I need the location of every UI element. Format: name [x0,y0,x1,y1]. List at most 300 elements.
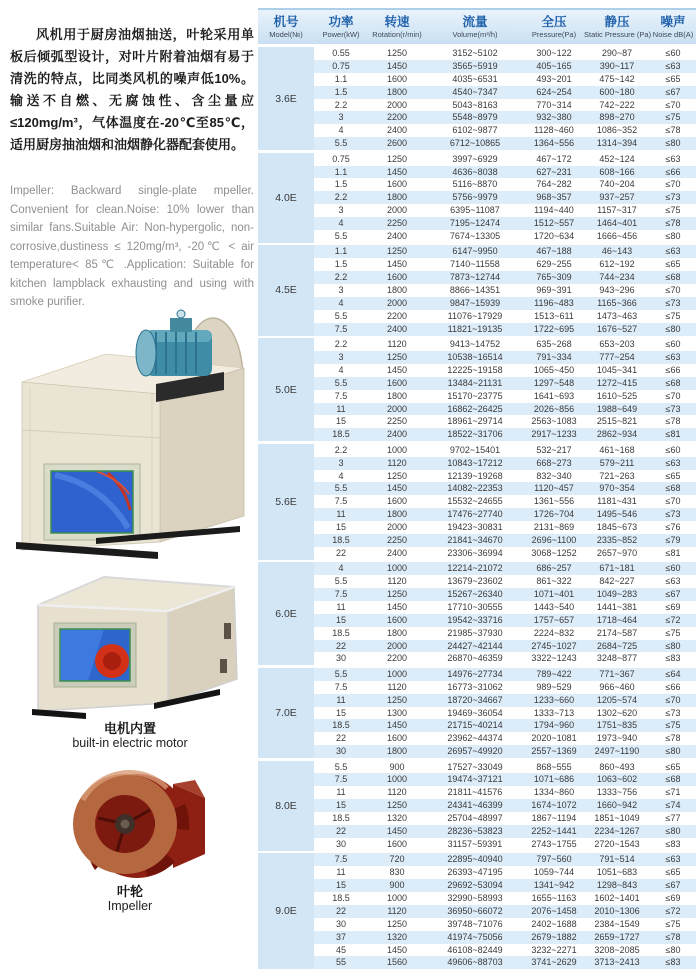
noise-cell: ≤65 [665,259,681,270]
static-pressure-cell: 608~166 [599,166,635,177]
pressure-cell: 832~340 [536,470,572,481]
static-pressure-cell: 1181~431 [597,496,637,507]
noise-cell: ≤70 [665,496,681,507]
pressure-cell: 1333~713 [533,707,575,718]
static-pressure-cell: 653~203 [599,339,635,350]
power-cell: 5.5 [334,230,348,241]
spec-row [314,166,696,179]
static-pressure-cell: 1660~942 [596,800,638,811]
pressure-cell: 2402~1688 [531,918,577,929]
noise-cell: ≤63 [665,854,681,865]
static-pressure-cell: 1666~456 [596,230,638,241]
rotation-cell: 1120 [387,576,407,587]
power-cell: 3 [338,112,344,123]
static-pressure-cell: 671~181 [599,563,635,574]
static-pressure-cell: 1333~756 [596,787,638,798]
noise-cell: ≤60 [665,339,681,350]
spec-row [314,415,696,428]
rotation-cell: 1450 [386,166,408,177]
rotation-cell: 1800 [386,285,408,296]
power-cell: 2.2 [334,99,348,110]
impeller-wheel [73,773,205,878]
static-pressure-cell: 1165~366 [597,297,637,308]
column-header-zh: 全压 [541,15,567,29]
spec-row [314,601,696,614]
static-pressure-cell: 1086~352 [596,125,638,136]
noise-cell: ≤83 [665,653,681,664]
volume-cell: 17527~33049 [447,761,503,772]
volume-cell: 15532~24655 [447,496,503,507]
static-pressure-cell: 1157~317 [597,205,637,216]
description-chinese: 风机用于厨房油烟抽送，叶轮采用单板后倾弧型设计，对叶片附着油烟有易于清洗的特点，比同类风机的噪声低10%。输送不自燃、无腐蚀性、含尘量应≤120mg/m³，气体温度在-20℃至85℃，适用厨房抽油烟和油烟静化器配套使用。 [10,27,254,152]
noise-cell: ≤75 [665,310,681,321]
volume-cell: 24427~42144 [447,640,503,651]
volume-cell: 19423~30831 [447,522,503,533]
volume-cell: 49606~88703 [447,957,503,968]
spec-row [314,73,696,86]
pressure-cell: 1674~1072 [531,800,577,811]
volume-cell: 21715~40214 [447,720,503,731]
spec-row [314,652,696,665]
static-pressure-cell: 791~514 [599,854,635,865]
pressure-cell: 2563~1083 [531,416,577,427]
static-pressure-cell: 1298~843 [596,880,638,891]
volume-cell: 10843~17212 [447,457,503,468]
model-group-rows [314,47,696,150]
power-cell: 22 [335,905,346,916]
static-pressure-cell: 1718~464 [596,614,638,625]
noise-cell: ≤73 [665,403,681,414]
pressure-cell: 2743~1755 [531,838,577,849]
power-cell: 30 [335,746,346,757]
spec-row [314,310,696,323]
rotation-cell: 2000 [386,99,408,110]
volume-cell: 15267~26340 [447,589,503,600]
rotation-cell: 1000 [386,893,408,903]
power-cell: 1.1 [334,73,348,84]
power-cell: 0.55 [332,48,350,58]
power-cell: 2.2 [334,339,348,350]
spec-row [314,838,696,851]
pressure-cell: 968~357 [536,192,572,203]
noise-cell: ≤81 [665,547,681,558]
static-pressure-cell: 3208~2085 [594,944,640,955]
volume-cell: 17710~30555 [447,601,503,612]
static-pressure-cell: 1205~574 [596,694,638,705]
rotation-cell: 1000 [386,444,408,455]
model-group-4.0E [258,153,696,243]
power-cell: 45 [335,944,346,955]
power-cell: 4 [338,563,344,574]
noise-cell: ≤69 [665,893,681,903]
rotation-cell: 1120 [387,339,407,350]
column-header-rotation [368,15,426,40]
volume-cell: 14082~22353 [447,483,503,494]
column-header-en: Volume(m³/h) [452,30,498,39]
spec-row [314,377,696,390]
description-english: Impeller: Backward single-plate mpeller. Convenient for clean.Noise: 10% lower than similar fans.Suitable Air: Non-hypergolic, non-corrosive,dustiness ≤ 120mg/m³, -20℃ < air temperature< 85℃ .Application: Suitable for kitchen lampblack exhausting and using with smoke purifier. [10,185,254,308]
rotation-cell: 1450 [386,720,408,731]
rotation-cell: 2000 [386,522,408,533]
column-header-en: Rotation(r/min) [372,30,422,39]
noise-cell: ≤66 [665,681,681,692]
static-pressure-cell: 742~222 [599,99,635,110]
noise-cell: ≤72 [665,905,681,916]
volume-cell: 23962~44374 [447,733,503,744]
power-cell: 5.5 [334,483,348,494]
volume-cell: 22895~40940 [447,854,503,865]
noise-cell: ≤60 [665,48,681,58]
pressure-cell: 1720~634 [533,230,575,241]
rotation-cell: 2200 [386,653,408,664]
model-label: 7.0E [258,668,314,758]
spec-row [314,482,696,495]
rotation-cell: 1320 [386,813,408,824]
static-pressure-cell: 740~204 [599,179,635,190]
static-pressure-cell: 1464~401 [596,218,638,229]
noise-cell: ≤66 [665,166,681,177]
pressure-cell: 1071~686 [533,774,575,785]
power-cell: 7.5 [334,589,348,600]
static-pressure-cell: 1063~602 [596,774,638,785]
power-cell: 18.5 [332,534,350,545]
rotation-cell: 2000 [386,403,408,414]
pressure-cell: 1794~960 [533,720,575,731]
rotation-cell: 1250 [386,800,408,811]
spec-row [314,956,696,969]
spec-row [314,931,696,944]
pressure-cell: 2696~1100 [531,534,577,545]
pressure-cell: 932~380 [536,112,572,123]
column-header-volume [426,15,524,40]
pressure-cell: 3322~1243 [531,653,577,664]
pressure-cell: 868~555 [536,761,572,772]
power-cell: 55 [335,957,346,968]
volume-cell: 19474~37121 [447,774,503,785]
static-pressure-cell: 744~234 [599,272,635,283]
pressure-cell: 635~268 [536,339,572,350]
noise-cell: ≤78 [665,733,681,744]
power-cell: 18.5 [332,720,350,731]
column-header-en: Static Pressure (Pa) [584,30,652,39]
static-pressure-cell: 3248~877 [596,653,638,664]
static-pressure-cell: 1851~1049 [594,813,640,824]
pressure-cell: 1341~942 [533,880,575,891]
caption-impeller-en: Impeller [107,899,153,913]
inspection-window [44,464,140,540]
spec-row [314,390,696,403]
impeller-photo [55,770,215,882]
model-group-8.0E [258,761,696,851]
pressure-cell: 1297~548 [533,377,575,388]
model-label: 3.6E [258,47,314,150]
pressure-cell: 686~257 [536,563,572,574]
pressure-cell: 797~560 [536,854,572,865]
pressure-cell: 668~273 [536,457,572,468]
volume-cell: 31157~59391 [447,838,503,849]
noise-cell: ≤78 [665,218,681,229]
rotation-cell: 1250 [386,351,408,362]
spec-row [314,825,696,838]
column-header-en: Model(№) [269,30,303,39]
spec-row [314,284,696,297]
volume-cell: 8866~14351 [449,285,501,296]
spec-row [314,297,696,310]
spec-row [314,812,696,825]
model-group-rows [314,668,696,758]
column-header-static-pressure [584,15,650,40]
pressure-cell: 2917~1233 [531,429,577,440]
pressure-cell: 493~201 [536,73,572,84]
power-cell: 3 [338,457,344,468]
pressure-cell: 627~231 [536,166,572,177]
rotation-cell: 2200 [386,112,408,123]
power-cell: 15 [335,614,346,625]
power-cell: 15 [335,522,346,533]
spec-row [314,351,696,364]
power-cell: 11 [336,403,346,414]
model-group-rows [314,853,696,969]
static-pressure-cell: 2659~1727 [594,931,640,942]
spec-row [314,575,696,588]
column-header-pressure [524,15,584,40]
noise-cell: ≤80 [665,230,681,241]
volume-cell: 12139~19268 [447,470,503,481]
spec-row [314,457,696,470]
pressure-cell: 2224~832 [533,627,575,638]
pressure-cell: 2026~856 [533,403,575,414]
spec-row [314,640,696,653]
volume-cell: 9413~14752 [449,339,501,350]
power-cell: 18.5 [332,429,350,440]
pressure-cell: 765~309 [536,272,572,283]
spec-row [314,719,696,732]
column-header-en: Noise dB(A) [652,30,694,39]
model-group-rows [314,338,696,441]
static-pressure-cell: 600~180 [599,86,635,97]
static-pressure-cell: 2684~725 [596,640,638,651]
power-cell: 37 [335,931,346,942]
noise-cell: ≤63 [665,457,681,468]
fan-unit-photo [8,280,256,562]
spec-row [314,681,696,694]
power-cell: 4 [338,297,344,308]
rotation-cell: 1560 [386,957,408,968]
volume-cell: 9702~15401 [449,444,501,455]
static-pressure-cell: 2010~1306 [594,905,640,916]
pressure-cell: 3232~2271 [531,944,577,955]
rotation-cell: 1320 [386,931,408,942]
noise-cell: ≤78 [665,125,681,136]
power-cell: 1.5 [334,259,348,270]
noise-cell: ≤72 [665,614,681,625]
noise-cell: ≤60 [665,563,681,574]
volume-cell: 13484~21131 [447,377,503,388]
noise-cell: ≤79 [665,534,681,545]
noise-cell: ≤70 [665,390,681,401]
pressure-cell: 467~188 [536,246,572,257]
spec-row [314,323,696,336]
noise-cell: ≤70 [665,99,681,110]
power-cell: 7.5 [334,681,348,692]
spec-row [314,866,696,879]
noise-cell: ≤73 [665,707,681,718]
power-cell: 22 [335,547,346,558]
power-cell: 11 [336,867,346,878]
static-pressure-cell: 2862~934 [596,429,638,440]
pressure-cell: 1065~450 [533,364,575,375]
power-cell: 22 [335,733,346,744]
spec-row [314,521,696,534]
noise-cell: ≤75 [665,205,681,216]
rotation-cell: 1600 [386,614,408,625]
noise-cell: ≤83 [665,838,681,849]
noise-cell: ≤66 [665,364,681,375]
noise-cell: ≤68 [665,272,681,283]
power-cell: 18.5 [332,627,350,638]
rotation-cell: 1800 [386,627,408,638]
table-header [258,8,696,44]
volume-cell: 3565~5919 [452,60,498,71]
noise-cell: ≤78 [665,416,681,427]
volume-cell: 26870~46359 [447,653,503,664]
pressure-cell: 989~529 [536,681,572,692]
rotation-cell: 1450 [386,364,408,375]
column-header-zh: 转速 [384,15,410,29]
rotation-cell: 1450 [386,483,408,494]
noise-cell: ≤63 [665,60,681,71]
noise-cell: ≤80 [665,944,681,955]
volume-cell: 6395~11087 [450,205,500,216]
spec-row [314,562,696,575]
power-cell: 2.2 [334,192,348,203]
column-header-model [258,15,314,40]
noise-cell: ≤80 [665,323,681,334]
volume-cell: 21811~41576 [447,787,503,798]
volume-cell: 11821~19135 [447,323,503,334]
rotation-cell: 1120 [387,457,407,468]
power-cell: 15 [335,800,346,811]
column-header-zh: 功率 [328,15,354,29]
static-pressure-cell: 1973~940 [596,733,638,744]
power-cell: 5.5 [334,377,348,388]
rotation-cell: 2400 [386,429,408,440]
static-pressure-cell: 970~354 [599,483,635,494]
rotation-cell: 2000 [386,640,408,651]
volume-cell: 7674~13305 [449,230,501,241]
volume-cell: 9847~15939 [449,297,501,308]
static-pressure-cell: 1314~394 [596,138,638,149]
volume-cell: 36950~66072 [447,905,503,916]
noise-cell: ≤80 [665,746,681,757]
rotation-cell: 1000 [386,668,408,679]
noise-cell: ≤76 [665,522,681,533]
model-group-rows [314,245,696,335]
caption-impeller [0,884,260,914]
noise-cell: ≤83 [665,957,681,968]
volume-cell: 5756~9979 [452,192,498,203]
rotation-cell: 2400 [386,125,408,136]
model-label: 4.0E [258,153,314,243]
pressure-cell: 629~255 [536,259,572,270]
power-cell: 15 [335,880,346,891]
volume-cell: 26393~47195 [447,867,503,878]
rotation-cell: 1120 [387,905,407,916]
power-cell: 0.75 [332,60,350,71]
static-pressure-cell: 1473~463 [596,310,638,321]
volume-cell: 6712~10865 [449,138,501,149]
power-cell: 18.5 [332,813,350,824]
rotation-cell: 1120 [387,787,407,798]
power-cell: 5.5 [334,138,348,149]
rotation-cell: 2400 [386,323,408,334]
spec-row [314,428,696,441]
noise-cell: ≤63 [665,153,681,164]
rotation-cell: 1250 [386,48,408,58]
volume-cell: 18961~29714 [447,416,503,427]
rotation-cell: 1600 [386,272,408,283]
power-cell: 18.5 [332,893,350,903]
static-pressure-cell: 842~227 [599,576,635,587]
static-pressure-cell: 1751~835 [596,720,638,731]
power-cell: 22 [335,826,346,837]
volume-cell: 26957~49920 [447,746,503,757]
spec-row [314,338,696,351]
spec-row [314,892,696,905]
static-pressure-cell: 2720~1543 [594,838,640,849]
static-pressure-cell: 721~263 [599,470,635,481]
power-cell: 4 [338,470,344,481]
spec-row [314,853,696,866]
caption-motor-zh: 电机内置 [103,721,156,736]
noise-cell: ≤73 [665,192,681,203]
noise-cell: ≤63 [665,246,681,257]
model-label: 6.0E [258,562,314,665]
volume-cell: 21841~34670 [447,534,503,545]
power-cell: 5.5 [334,310,348,321]
static-pressure-cell: 2384~1549 [594,918,640,929]
rotation-cell: 1450 [386,601,408,612]
volume-cell: 25704~48997 [447,813,503,824]
rotation-cell: 1600 [386,73,408,84]
spec-row [314,495,696,508]
power-cell: 3 [338,351,344,362]
spec-row [314,745,696,758]
noise-cell: ≤65 [665,73,681,84]
spec-row [314,204,696,217]
power-cell: 1.5 [334,179,348,190]
column-header-en: Power(kW) [322,30,360,39]
power-cell: 2.2 [334,272,348,283]
spec-row [314,732,696,745]
power-cell: 22 [335,640,346,651]
spec-row [314,668,696,681]
rotation-cell: 1000 [386,563,408,574]
volume-cell: 21985~37930 [447,627,503,638]
volume-cell: 19542~33716 [447,614,503,625]
spec-row [314,547,696,560]
rotation-cell: 1250 [386,694,408,705]
volume-cell: 6147~9950 [452,246,498,257]
pressure-cell: 2020~1081 [531,733,577,744]
pressure-cell: 1194~440 [534,205,574,216]
rotation-cell: 2250 [386,534,408,545]
noise-cell: ≤73 [665,509,681,520]
rotation-cell: 1800 [386,746,408,757]
pressure-cell: 789~422 [536,668,572,679]
rotation-cell: 1250 [386,470,408,481]
power-cell: 2.2 [334,444,348,455]
